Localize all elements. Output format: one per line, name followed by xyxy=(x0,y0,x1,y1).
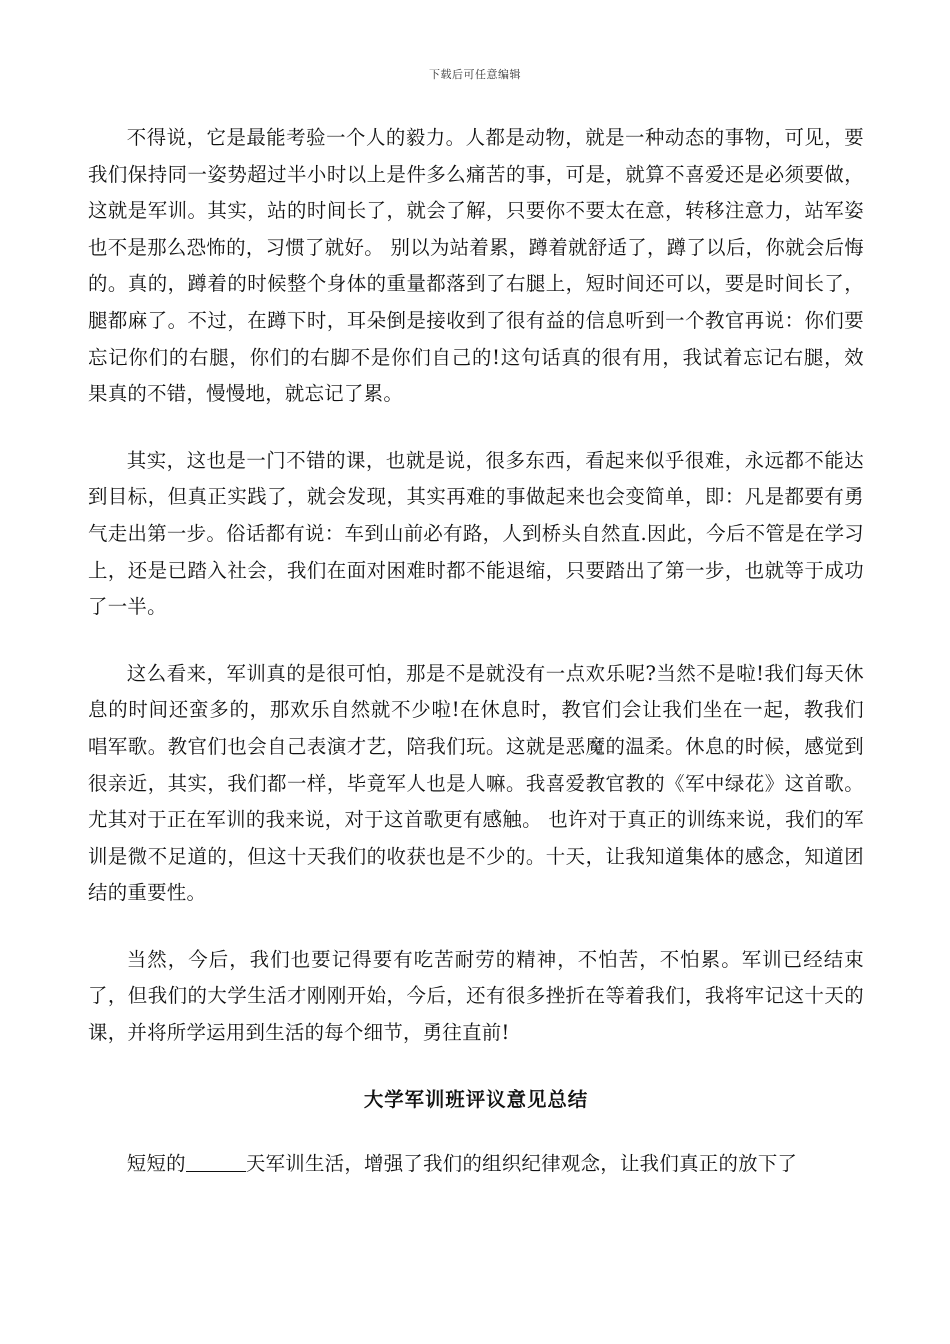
section-line-start: 短短的 xyxy=(126,1152,186,1176)
paragraph-3: 这么看来，军训真的是很可怕，那是不是就没有一点欢乐呢?当然不是啦!我们每天休息的时间还蛮多的，那欢乐自然就不少啦!在休息时，教官们会让我们坐在一起，教我们唱军歌。教官们也会自己表演才艺，陪我们玩。这就是恶魔的温柔。休息的时候，感觉到很亲近，其实，我们都一样，毕竟军人也是人嘛。我喜爱教官教的《军中绿花》这首歌。尤其对于正在军训的我来说，对于这首歌更有感触。 也许对于真正的训练来说，我们的军训是微不足道的，但这十天我们的收获也是不少的。十天，让我知道集体的感念，知道团结的重要性。 xyxy=(88,661,864,905)
paragraph-spacer xyxy=(88,1118,864,1146)
paragraph-4: 当然，今后，我们也要记得要有吃苦耐劳的精神，不怕苦，不怕累。军训已经结束了，但我们的大学生活才刚刚开始，今后，还有很多挫折在等着我们，我将牢记这十天的课，并将所学运用到生活的每个细节，勇往直前! xyxy=(88,947,864,1045)
paragraph-1: 不得说，它是最能考验一个人的毅力。人都是动物，就是一种动态的事物，可见，要我们保持同一姿势超过半小时以上是件多么痛苦的事，可是，就算不喜爱还是必须要做，这就是军训。其实，站的时间长了，就会了解，只要你不要太在意，转移注意力，站军姿也不是那么恐怖的，习惯了就好。 别以为站着累，蹲着就舒适了，蹲了以后，你就会后悔的。真的，蹲着的时候整个身体的重量都落到了右腿上，短时间还可以，要是时间长了，腿都麻了。不过，在蹲下时，耳朵倒是接收到了很有益的信息听到一个教官再说：你们要忘记你们的右腿，你们的右脚不是你们自己的!这句话真的很有用，我试着忘记右腿，效果真的不错，慢慢地，就忘记了累。 xyxy=(88,126,864,406)
document-body xyxy=(88,120,864,1183)
fill-in-blank xyxy=(186,1152,246,1172)
paragraph-spacer xyxy=(88,413,864,443)
paragraph-spacer xyxy=(88,912,864,942)
paragraph-spacer xyxy=(88,626,864,656)
paragraph-2: 其实，这也是一门不错的课，也就是说，很多东西，看起来似乎很难，永远都不能达到目标，但真正实践了，就会发现，其实再难的事做起来也会变简单，即：凡是都要有勇气走出第一步。俗话都有说：车到山前必有路，人到桥头自然直.因此，今后不管是在学习上，还是已踏入社会，我们在面对困难时都不能退缩，只要踏出了第一步，也就等于成功了一半。 xyxy=(88,448,864,619)
section-title: 大学军训班评议意见总结 xyxy=(363,1087,589,1111)
paragraph-spacer xyxy=(88,1052,864,1082)
section-line-end: 天军训生活，增强了我们的组织纪律观念，让我们真正的放下了 xyxy=(245,1152,798,1176)
section-first-line xyxy=(88,1146,864,1183)
header-note: 下载后可任意编辑 xyxy=(429,68,521,81)
